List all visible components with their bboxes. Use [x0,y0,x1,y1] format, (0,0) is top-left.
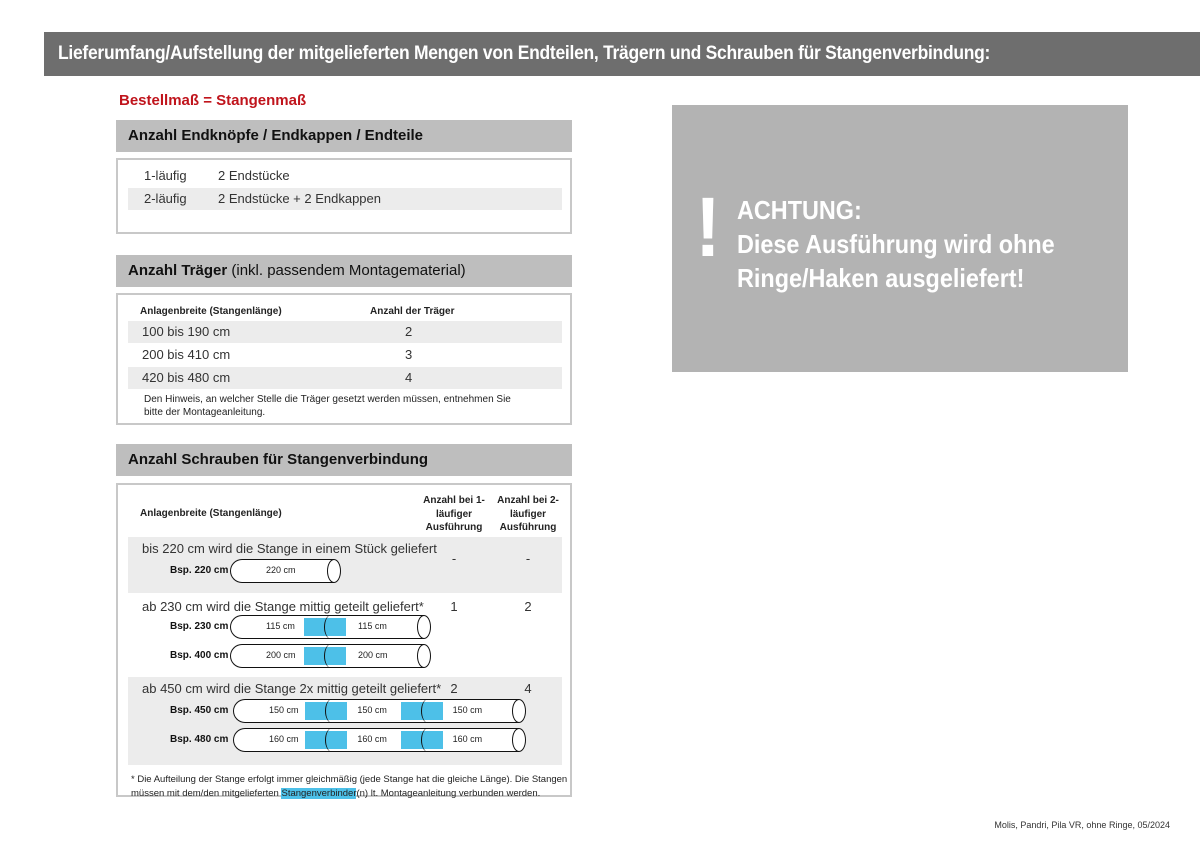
example-label: Bsp. 230 cm [170,621,229,632]
count-1-laeufig: 1 [450,599,458,614]
endteile-box [116,158,572,234]
segment-length: 200 cm [358,650,388,660]
type: 2-läufig [144,191,187,206]
segment-length: 160 cm [357,734,387,744]
segment-length: 200 cm [266,650,296,660]
segment-length: 160 cm [269,734,299,744]
rod-joint [421,728,435,752]
segment-length: 150 cm [452,705,483,715]
traeger-note: Den Hinweis, an welcher Stelle die Träger gesetzt werden müssen, entnehmen Sie bitte der Montageanleitung. [144,394,511,418]
value: 2 Endstücke + 2 Endkappen [218,191,381,206]
col-header: Anzahl bei 2-läufiger Ausführung [497,495,559,533]
count-2-laeufig: - [525,551,531,566]
count-2-laeufig: 4 [524,681,532,696]
example-label: Bsp. 450 cm [170,705,229,716]
warning-box [672,105,1128,372]
rod-diagram [230,559,334,583]
rod-diagram [233,728,519,752]
exclamation-icon: ! [695,180,721,274]
traeger-row: 420 bis 480 cm 4 [128,367,562,389]
group-text: ab 450 cm wird die Stange 2x mittig geteilt geliefert* [142,681,442,696]
rod-joint [421,699,435,723]
rod-joint [324,644,338,668]
traeger-heading: Anzahl Träger (inkl. passendem Montagematerial) [116,255,572,287]
segment-length: 150 cm [357,705,387,715]
segment-length: 115 cm [358,621,387,631]
count-2-laeufig: 2 [524,599,532,614]
rod-joint [325,699,339,723]
footer-credit: Molis, Pandri, Pila VR, ohne Ringe, 05/2024 [994,820,1170,830]
rod-end [417,615,431,639]
rod-end [417,644,431,668]
segment-length: 160 cm [452,734,483,744]
page-header [44,32,1200,76]
rod-end [512,728,526,752]
endteile-row [128,188,562,210]
rod-diagram [230,644,424,668]
example-label: Bsp. 480 cm [170,734,229,745]
value: 2 Endstücke [218,168,290,183]
rod-diagram [230,615,424,639]
segment-length: 115 cm [266,621,295,631]
schrauben-heading: Anzahl Schrauben für Stangenverbindung [116,444,572,476]
traeger-box [116,293,572,425]
traeger-row: 200 bis 410 cm 3 [142,347,413,362]
col-header: Anlagenbreite (Stangenlänge) [140,508,282,519]
col-header: Anzahl der Träger [370,306,455,317]
footnote: * Die Aufteilung der Stange erfolgt immer gleichmäßig (jede Stange hat die gleiche Länge). Die Stangen müssen mit dem/den mitgelieferten Stangenverbinder(n) lt. Montageanleitung verbunden werden. [131,774,568,799]
traeger-row: 100 bis 190 cm 2 [128,321,562,343]
segment-length: 220 cm [266,565,296,575]
rod-joint [325,728,339,752]
endteile-heading: Anzahl Endknöpfe / Endkappen / Endteile [116,120,572,152]
rod-end [327,559,341,583]
order-note: Bestellmaß = Stangenmaß [119,92,307,109]
col-header: Anzahl bei 1-läufiger Ausführung [423,495,485,533]
count-1-laeufig: 2 [450,681,458,696]
example-label: Bsp. 220 cm [170,565,229,576]
endteile-row [128,165,562,187]
count-1-laeufig: - [451,551,457,566]
schrauben-box [116,483,572,797]
rod-end [512,699,526,723]
rod-joint [324,615,338,639]
rod-diagram [233,699,519,723]
col-header: Anlagenbreite (Stangenlänge) [140,306,282,317]
type: 1-läufig [144,168,187,183]
connector-highlight: Stangenverbinder [281,788,357,799]
page-title: Lieferumfang/Aufstellung der mitgelieferten Mengen von Endteilen, Trägern und Schrauben für Stangenverbindung: [58,43,991,64]
example-label: Bsp. 400 cm [170,650,229,661]
warning-text: ACHTUNG: Diese Ausführung wird ohne Ringe/Haken ausgeliefert! [737,195,1055,293]
group-text: ab 230 cm wird die Stange mittig geteilt geliefert* [142,599,424,614]
segment-length: 150 cm [269,705,299,715]
group-text: bis 220 cm wird die Stange in einem Stück geliefert [142,541,437,556]
